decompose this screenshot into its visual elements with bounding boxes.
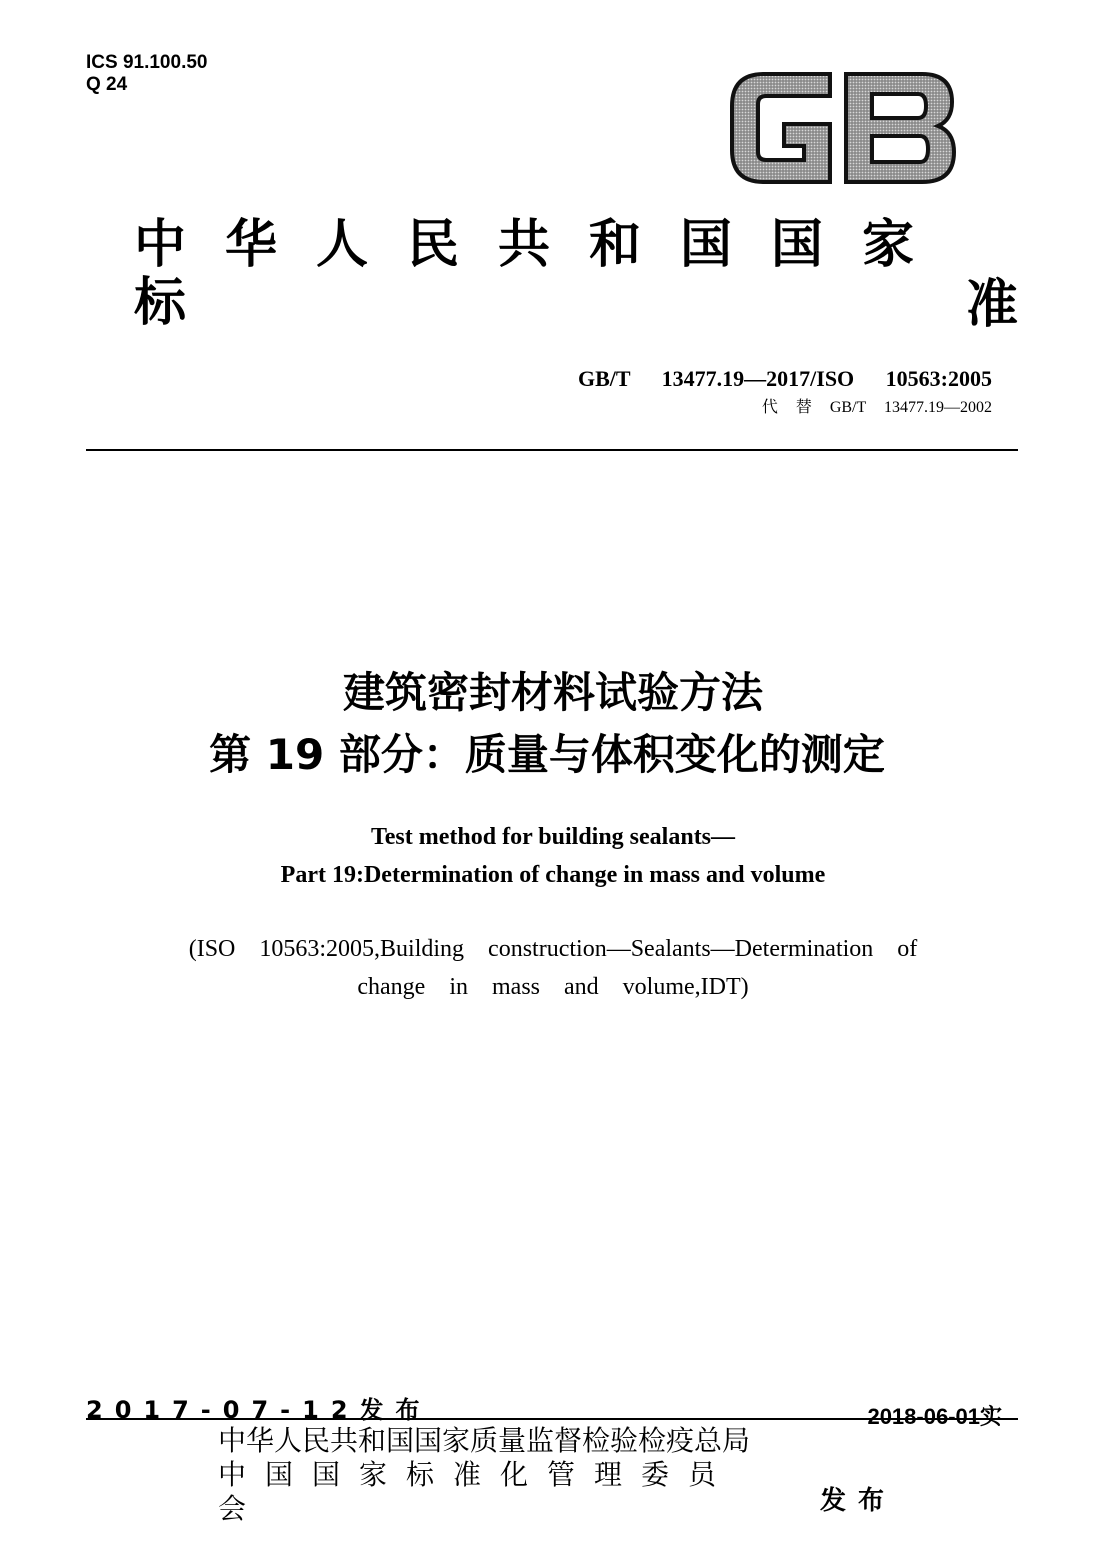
title-chinese-line2: 第 19 部分：质量与体积变化的测定 — [209, 730, 885, 779]
effective-date: 2018-06-01实 — [867, 1404, 1002, 1429]
ccs-code: Q 24 — [86, 74, 128, 95]
header-divider — [86, 449, 1018, 451]
issuer-sac: 中国国家标准化管理委员会 — [218, 1458, 736, 1525]
title-chinese-line1: 建筑密封材料试验方法 — [342, 668, 763, 717]
ics-code: ICS 91.100.50 — [86, 52, 208, 73]
iso-equivalence-line2: change in mass and volume,IDT) — [357, 974, 749, 1000]
issue-date: 2017-07-12发布 — [86, 1396, 432, 1424]
classification-codes — [86, 52, 207, 96]
gb-logo-icon — [726, 66, 958, 190]
title-english-line2: Part 19:Determination of change in mass and volume — [280, 862, 826, 888]
national-standard-heading-wrap: 准 — [965, 274, 1018, 335]
replaces-standard: 代 替 GB/T 13477.19—2002 — [761, 399, 992, 416]
standard-number: GB/T 13477.19—2017/ISO 10563:2005 — [577, 366, 992, 391]
iso-equivalence-line1: (ISO 10563:2005,Building construction—Sealants—Determination of — [188, 936, 918, 962]
issuer-aqsiq: 中华人民共和国国家质量监督检验检疫总局 — [218, 1424, 751, 1457]
publish-label: 发布 — [820, 1486, 897, 1516]
national-standard-heading: 中华人民共和国国家标 — [134, 214, 954, 333]
title-english-line1: Test method for building sealants— — [370, 824, 736, 850]
footer-divider — [86, 1418, 1018, 1420]
